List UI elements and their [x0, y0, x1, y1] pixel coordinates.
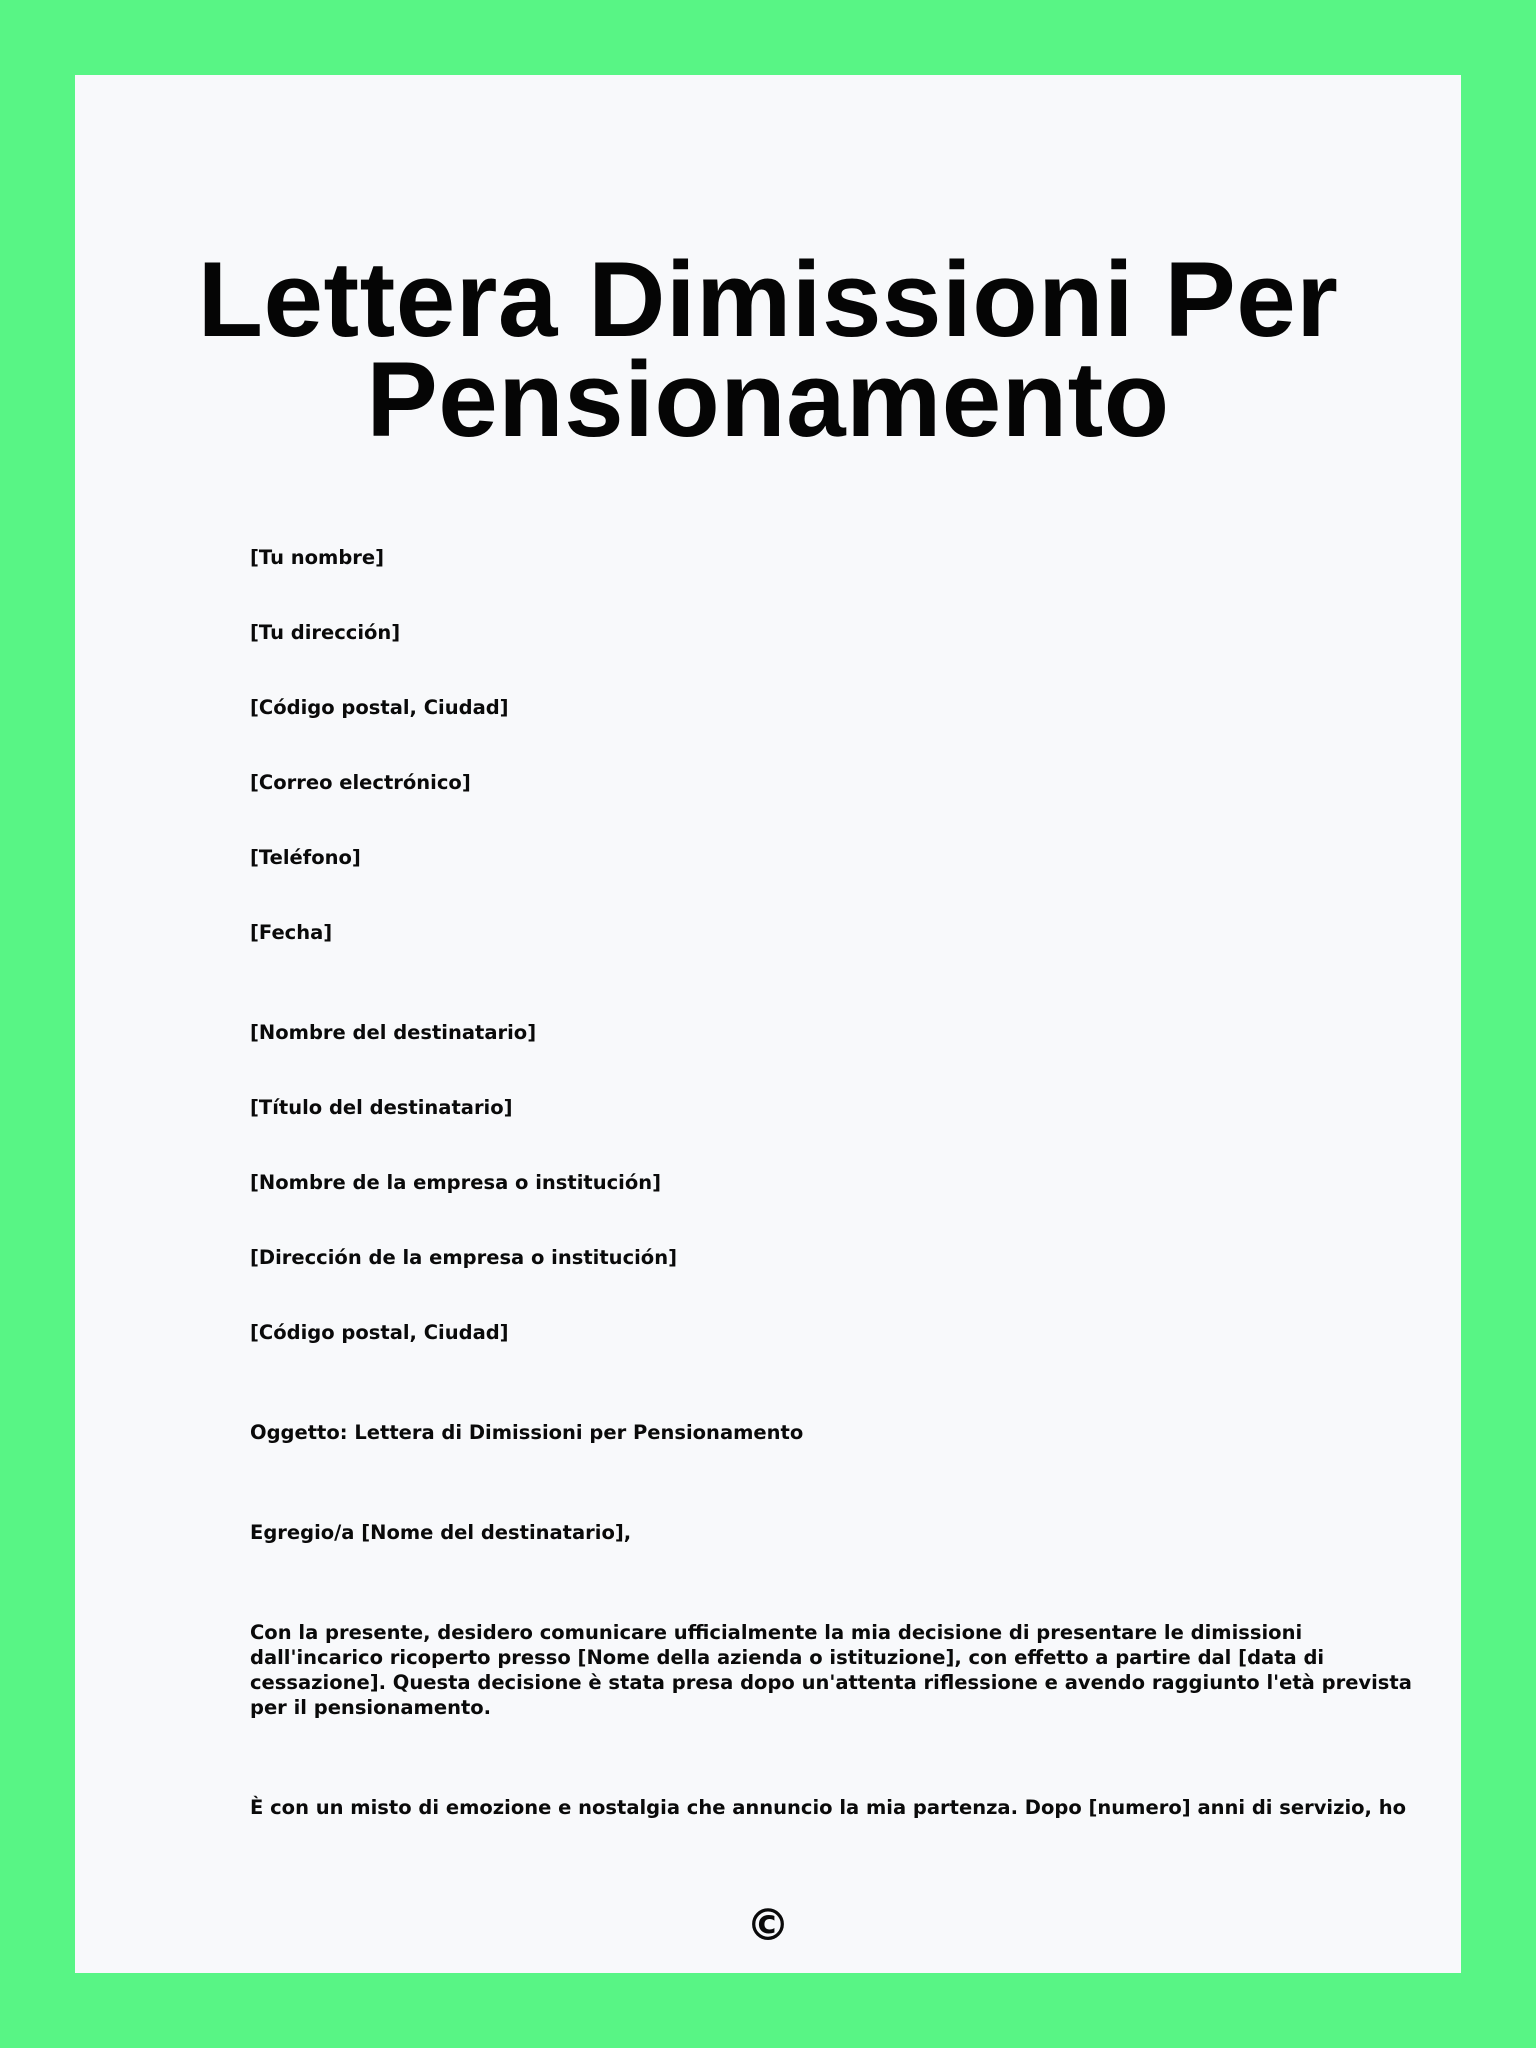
- sender-phone: [Teléfono]: [250, 846, 361, 869]
- sender-date: [Fecha]: [250, 921, 333, 944]
- sender-postal-city: [Código postal, Ciudad]: [250, 696, 509, 719]
- document-title: [75, 239, 1461, 459]
- sender-email: [Correo electrónico]: [250, 771, 471, 794]
- letter-paragraph-1: [250, 1620, 1412, 1720]
- paragraph-2-line-1: È con un misto di emozione e nostalgia che annuncio la mia partenza. Dopo [numero] anni di servizio, ho: [250, 1796, 1407, 1819]
- document-page: [75, 75, 1461, 1973]
- letter-subject: Oggetto: Lettera di Dimissioni per Pensionamento: [250, 1421, 804, 1444]
- paragraph-1-line-2: dall'incarico ricoperto presso [Nome della azienda o istituzione], con effetto a partire dal [data di: [250, 1646, 1325, 1669]
- recipient-name: [Nombre del destinatario]: [250, 1021, 537, 1044]
- recipient-title: [Título del destinatario]: [250, 1096, 513, 1119]
- paragraph-1-line-4: per il pensionamento.: [250, 1696, 492, 1719]
- paragraph-1-line-3: cessazione]. Questa decisione è stata presa dopo un'attenta riflessione e avendo raggiunto l'età prevista: [250, 1671, 1412, 1694]
- title-line-1: Lettera Dimissioni Per: [197, 239, 1339, 359]
- recipient-postal-city: [Código postal, Ciudad]: [250, 1321, 509, 1344]
- copyright-icon: ©: [746, 1900, 790, 1951]
- paragraph-1-line-1: Con la presente, desidero comunicare ufficialmente la mia decisione di presentare le dimissioni: [250, 1621, 1303, 1644]
- letter-greeting: Egregio/a [Nome del destinatario],: [250, 1521, 632, 1544]
- sender-name: [Tu nombre]: [250, 546, 385, 569]
- letter-paragraph-2: [250, 1795, 1407, 1820]
- recipient-company: [Nombre de la empresa o institución]: [250, 1171, 662, 1194]
- recipient-company-address: [Dirección de la empresa o institución]: [250, 1246, 678, 1269]
- title-line-2: Pensionamento: [366, 339, 1170, 459]
- sender-address: [Tu dirección]: [250, 621, 401, 644]
